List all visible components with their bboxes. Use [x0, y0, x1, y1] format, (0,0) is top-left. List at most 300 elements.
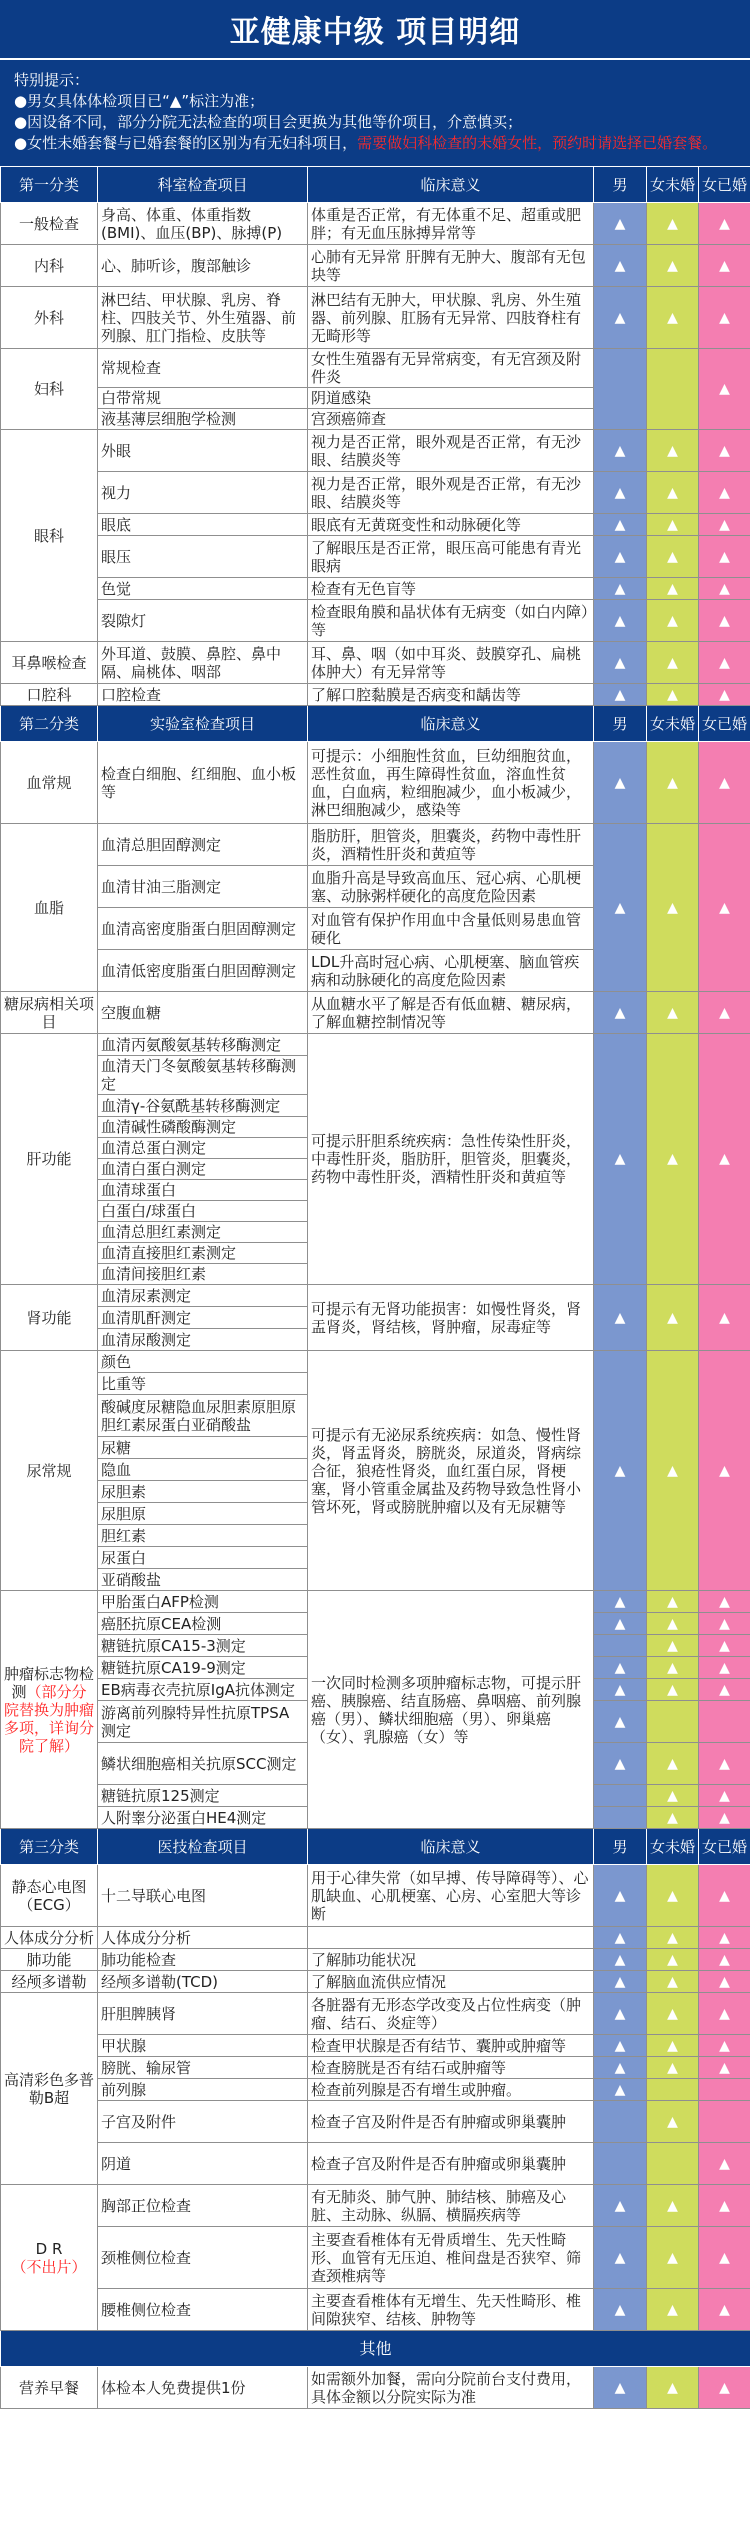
- category-cell: 内科: [1, 245, 98, 287]
- category-cell: [1, 1591, 98, 1829]
- item-cell: 心、肺听诊，腹部触诊: [98, 245, 308, 287]
- category-cell: 尿常规: [1, 1351, 98, 1591]
- married-mark: ▲: [699, 1679, 750, 1701]
- married-mark: ▲: [699, 536, 750, 578]
- unmarried-mark: [647, 349, 699, 430]
- category-cell: 静态心电图（ECG）: [1, 1865, 98, 1927]
- male-mark: [594, 1785, 647, 1807]
- unmarried-mark: ▲: [647, 536, 699, 578]
- item-cell: 糖链抗原CA19-9测定: [98, 1657, 308, 1679]
- table-row: [1, 600, 750, 642]
- item-cell: 甲状腺: [98, 2035, 308, 2057]
- unmarried-mark: ▲: [647, 2035, 699, 2057]
- unmarried-mark: ▲: [647, 287, 699, 349]
- items-table: [0, 166, 750, 2409]
- married-mark: ▲: [699, 1351, 750, 1591]
- married-mark: ▲: [699, 578, 750, 600]
- item-cell: 淋巴结、甲状腺、乳房、脊柱、四肢关节、外生殖器、前列腺、肛门指检、皮肤等: [98, 287, 308, 349]
- meaning-cell: 一次同时检测多项肿瘤标志物，可提示肝癌、胰腺癌、结直肠癌、鼻咽癌、前列腺癌（男）、鳞状细胞癌（男）、卵巢癌（女）、乳腺癌（女）等: [308, 1591, 594, 1829]
- male-mark: ▲: [594, 1865, 647, 1927]
- category-label: 肿瘤标志物检测: [4, 1664, 95, 1701]
- married-mark: ▲: [699, 1949, 750, 1971]
- category-cell: 妇科: [1, 349, 98, 430]
- table-row: [1, 642, 750, 684]
- item-cell: 血清高密度脂蛋白胆固醇测定: [98, 908, 308, 950]
- item-cell: 血清间接胆红素: [98, 1264, 308, 1285]
- meaning-cell: 主要查看椎体有无增生、先天性畸形、椎间隙狭窄、结核、肿物等: [308, 2289, 594, 2331]
- item-cell: 外眼: [98, 430, 308, 472]
- item-cell: 癌胚抗原CEA检测: [98, 1613, 308, 1635]
- married-mark: [699, 2079, 750, 2101]
- unmarried-mark: ▲: [647, 824, 699, 992]
- unmarried-mark: ▲: [647, 514, 699, 536]
- meaning-cell: 检查膀胱是否有结石或肿瘤等: [308, 2057, 594, 2079]
- meaning-cell: 淋巴结有无肿大，甲状腺、乳房、外生殖器、前列腺、肛肠有无异常、四肢脊柱有无畸形等: [308, 287, 594, 349]
- unmarried-mark: ▲: [647, 1635, 699, 1657]
- married-mark: ▲: [699, 600, 750, 642]
- married-mark: ▲: [699, 430, 750, 472]
- category-cell: 血常规: [1, 742, 98, 824]
- section-header: [1, 2331, 750, 2367]
- item-cell: 游离前列腺特异性抗原TPSA测定: [98, 1701, 308, 1743]
- meaning-cell: 宫颈癌筛查: [308, 409, 594, 430]
- unmarried-mark: ▲: [647, 1351, 699, 1591]
- unmarried-mark: ▲: [647, 245, 699, 287]
- meaning-cell: 可提示肝胆系统疾病：急性传染性肝炎，中毒性肝炎，脂肪肝，胆管炎，胆囊炎，药物中毒性肝炎，酒精性肝炎和黄疸等: [308, 1034, 594, 1285]
- item-cell: 液基薄层细胞学检测: [98, 409, 308, 430]
- table-row: [1, 2079, 750, 2101]
- item-cell: 甲胎蛋白AFP检测: [98, 1591, 308, 1613]
- item-cell: 外耳道、鼓膜、鼻腔、鼻中隔、扁桃体、咽部: [98, 642, 308, 684]
- table-row: [1, 1591, 750, 1613]
- unmarried-mark: ▲: [647, 2367, 699, 2409]
- meaning-cell: 有无肺炎、肺气肿、肺结核、肺癌及心脏、主动脉、纵膈、横膈疾病等: [308, 2185, 594, 2227]
- table-row: [1, 349, 750, 388]
- unmarried-mark: ▲: [647, 472, 699, 514]
- item-cell: 酸碱度尿糖隐血尿胆素原胆原胆红素尿蛋白亚硝酸盐: [98, 1395, 308, 1437]
- married-mark: ▲: [699, 245, 750, 287]
- category-cell: 营养早餐: [1, 2367, 98, 2409]
- male-mark: ▲: [594, 2079, 647, 2101]
- meaning-cell: 检查子宫及附件是否有肿瘤或卵巢囊肿: [308, 2101, 594, 2143]
- male-mark: [594, 349, 647, 430]
- notes-line-text: ●女性未婚套餐与已婚套餐的区别为有无妇科项目，: [14, 134, 358, 152]
- item-cell: 血清甘油三脂测定: [98, 866, 308, 908]
- unmarried-mark: ▲: [647, 1949, 699, 1971]
- male-mark: ▲: [594, 1285, 647, 1351]
- married-mark: [699, 2101, 750, 2143]
- table-row: [1, 1927, 750, 1949]
- meaning-cell: 可提示有无泌尿系统疾病：如急、慢性肾炎，肾盂肾炎，膀胱炎，尿道炎，肾病综合征，狼疮性肾炎，血红蛋白尿，肾梗塞，肾小管重金属盐及药物导致急性肾小管坏死，肾或膀胱肿瘤以及有无尿糖等: [308, 1351, 594, 1591]
- meaning-cell: 了解脑血流供应情况: [308, 1971, 594, 1993]
- category-cell: 人体成分分析: [1, 1927, 98, 1949]
- item-cell: 血清总蛋白测定: [98, 1138, 308, 1159]
- male-header: 男: [594, 706, 647, 742]
- unmarried-mark: ▲: [647, 1285, 699, 1351]
- notes-line: [14, 133, 736, 154]
- item-cell: 体检本人免费提供1份: [98, 2367, 308, 2409]
- item-cell: 人体成分分析: [98, 1927, 308, 1949]
- item-cell: 检查白细胞、红细胞、血小板等: [98, 742, 308, 824]
- meaning-cell: 主要查看椎体有无骨质增生、先天性畸形、血管有无压迫、椎间盘是否狭窄、筛查颈椎病等: [308, 2227, 594, 2289]
- unmarried-header: 女未婚: [647, 1829, 699, 1865]
- table-row: [1, 1993, 750, 2035]
- unmarried-mark: ▲: [647, 2227, 699, 2289]
- married-header: 女已婚: [699, 1829, 750, 1865]
- male-mark: ▲: [594, 600, 647, 642]
- married-mark: ▲: [699, 1993, 750, 2035]
- male-mark: ▲: [594, 536, 647, 578]
- married-header: 女已婚: [699, 167, 750, 203]
- item-cell: 十二导联心电图: [98, 1865, 308, 1927]
- unmarried-mark: ▲: [647, 2289, 699, 2331]
- married-mark: ▲: [699, 349, 750, 430]
- category-cell: 高清彩色多普勒B超: [1, 1993, 98, 2185]
- male-mark: ▲: [594, 1657, 647, 1679]
- unmarried-mark: ▲: [647, 2101, 699, 2143]
- unmarried-mark: [647, 1701, 699, 1743]
- married-mark: ▲: [699, 1807, 750, 1829]
- table-row: [1, 430, 750, 472]
- meaning-header: 临床意义: [308, 1829, 594, 1865]
- item-cell: 白蛋白/球蛋白: [98, 1201, 308, 1222]
- category-note: （不出片）: [11, 2257, 87, 2276]
- married-mark: ▲: [699, 742, 750, 824]
- notes-line: ●男女具体体检项目已“▲”标注为准；: [14, 92, 265, 110]
- meaning-cell: 如需额外加餐，需向分院前台支付费用，具体金额以分院实际为准: [308, 2367, 594, 2409]
- category-cell: 外科: [1, 287, 98, 349]
- item-cell: 鳞状细胞癌相关抗原SCC测定: [98, 1743, 308, 1785]
- table-row: [1, 2143, 750, 2185]
- married-mark: ▲: [699, 514, 750, 536]
- item-cell: 血清低密度脂蛋白胆固醇测定: [98, 950, 308, 992]
- married-mark: [699, 1701, 750, 1743]
- unmarried-mark: [647, 2143, 699, 2185]
- male-mark: ▲: [594, 1927, 647, 1949]
- male-mark: ▲: [594, 1034, 647, 1285]
- item-cell: 胆红素: [98, 1525, 308, 1547]
- table-row: [1, 203, 750, 245]
- meaning-cell: LDL升高时冠心病、心肌梗塞、脑血管疾病和动脉硬化的高度危险因素: [308, 950, 594, 992]
- item-cell: 颜色: [98, 1351, 308, 1373]
- meaning-cell: 可提示：小细胞性贫血，巨幼细胞贫血，恶性贫血，再生障碍性贫血，溶血性贫血，白血病，粒细胞减少，血小板减少，淋巴细胞减少，感染等: [308, 742, 594, 824]
- category-cell: 肾功能: [1, 1285, 98, 1351]
- male-mark: ▲: [594, 1679, 647, 1701]
- item-cell: 白带常规: [98, 388, 308, 409]
- married-mark: ▲: [699, 1034, 750, 1285]
- item-cell: 腰椎侧位检查: [98, 2289, 308, 2331]
- notes-box: [0, 58, 750, 166]
- item-cell: 常规检查: [98, 349, 308, 388]
- meaning-cell: 了解肺功能状况: [308, 1949, 594, 1971]
- meaning-cell: 检查甲状腺是否有结节、囊肿或肿瘤等: [308, 2035, 594, 2057]
- male-mark: ▲: [594, 203, 647, 245]
- item-cell: EB病毒衣壳抗原IgA抗体测定: [98, 1679, 308, 1701]
- unmarried-mark: ▲: [647, 1034, 699, 1285]
- married-mark: ▲: [699, 1743, 750, 1785]
- male-mark: ▲: [594, 1949, 647, 1971]
- meaning-cell: 从血糖水平了解是否有低血糖、糖尿病，了解血糖控制情况等: [308, 992, 594, 1034]
- category-cell: [1, 2185, 98, 2331]
- item-cell: 颈椎侧位检查: [98, 2227, 308, 2289]
- item-cell: 视力: [98, 472, 308, 514]
- item-cell: 糖链抗原125测定: [98, 1785, 308, 1807]
- unmarried-mark: ▲: [647, 992, 699, 1034]
- item-cell: 胸部正位检查: [98, 2185, 308, 2227]
- category-cell: 一般检查: [1, 203, 98, 245]
- male-mark: ▲: [594, 1993, 647, 2035]
- meaning-header: 临床意义: [308, 706, 594, 742]
- category-header: 第三分类: [1, 1829, 98, 1865]
- married-mark: ▲: [699, 1635, 750, 1657]
- meaning-cell: 检查子宫及附件是否有肿瘤或卵巢囊肿: [308, 2143, 594, 2185]
- table-row: [1, 287, 750, 349]
- table-row: [1, 684, 750, 706]
- male-mark: [594, 2101, 647, 2143]
- meaning-cell: [308, 1927, 594, 1949]
- item-cell: 血清球蛋白: [98, 1180, 308, 1201]
- meaning-cell: 体重是否正常，有无体重不足、超重或肥胖；有无血压脉搏异常等: [308, 203, 594, 245]
- meaning-cell: 了解眼压是否正常，眼压高可能患有青光眼病: [308, 536, 594, 578]
- item-cell: 血清总胆红素测定: [98, 1222, 308, 1243]
- table-row: [1, 1034, 750, 1056]
- item-cell: 眼底: [98, 514, 308, 536]
- unmarried-mark: ▲: [647, 1785, 699, 1807]
- table-row: [1, 742, 750, 824]
- married-mark: ▲: [699, 1865, 750, 1927]
- unmarried-mark: ▲: [647, 1657, 699, 1679]
- male-mark: ▲: [594, 2227, 647, 2289]
- married-mark: ▲: [699, 992, 750, 1034]
- table-row: [1, 245, 750, 287]
- male-mark: ▲: [594, 578, 647, 600]
- item-cell: 糖链抗原CA15-3测定: [98, 1635, 308, 1657]
- item-cell: 尿蛋白: [98, 1547, 308, 1569]
- meaning-cell: 阴道感染: [308, 388, 594, 409]
- item-cell: 膀胱、输尿管: [98, 2057, 308, 2079]
- item-header: 实验室检查项目: [98, 706, 308, 742]
- item-cell: 口腔检查: [98, 684, 308, 706]
- married-mark: ▲: [699, 2057, 750, 2079]
- meaning-cell: 耳、鼻、咽（如中耳炎、鼓膜穿孔、扁桃体肿大）有无异常等: [308, 642, 594, 684]
- category-note: （部分分院替换为肿瘤多项，详询分院了解）: [4, 1682, 95, 1755]
- unmarried-mark: ▲: [647, 642, 699, 684]
- unmarried-mark: ▲: [647, 2185, 699, 2227]
- item-cell: 血清尿素测定: [98, 1285, 308, 1307]
- item-cell: 血清碱性磷酸酶测定: [98, 1117, 308, 1138]
- item-cell: 子宫及附件: [98, 2101, 308, 2143]
- item-cell: 隐血: [98, 1459, 308, 1481]
- item-cell: 阴道: [98, 2143, 308, 2185]
- category-header: 第一分类: [1, 167, 98, 203]
- meaning-cell: 眼底有无黄斑变性和动脉硬化等: [308, 514, 594, 536]
- table-row: [1, 1285, 750, 1307]
- married-mark: ▲: [699, 472, 750, 514]
- item-cell: 血清丙氨酸氨基转移酶测定: [98, 1034, 308, 1056]
- male-header: 男: [594, 1829, 647, 1865]
- item-header: 科室检查项目: [98, 167, 308, 203]
- male-mark: ▲: [594, 1351, 647, 1591]
- item-cell: 肺功能检查: [98, 1949, 308, 1971]
- item-cell: 血清总胆固醇测定: [98, 824, 308, 866]
- item-cell: 肝胆脾胰肾: [98, 1993, 308, 2035]
- category-cell: 经颅多谱勒: [1, 1971, 98, 1993]
- married-mark: ▲: [699, 2185, 750, 2227]
- married-mark: ▲: [699, 1927, 750, 1949]
- male-mark: [594, 1635, 647, 1657]
- married-mark: ▲: [699, 684, 750, 706]
- male-mark: ▲: [594, 642, 647, 684]
- table-row: [1, 2101, 750, 2143]
- unmarried-mark: ▲: [647, 203, 699, 245]
- married-mark: ▲: [699, 1613, 750, 1635]
- table-row: [1, 536, 750, 578]
- table-row: [1, 1949, 750, 1971]
- male-mark: ▲: [594, 2035, 647, 2057]
- meaning-cell: 检查有无色盲等: [308, 578, 594, 600]
- male-mark: ▲: [594, 684, 647, 706]
- other-header: 其他: [1, 2331, 750, 2367]
- male-mark: [594, 2143, 647, 2185]
- category-cell: 肺功能: [1, 1949, 98, 1971]
- table-row: [1, 992, 750, 1034]
- unmarried-mark: ▲: [647, 1743, 699, 1785]
- table-row: [1, 472, 750, 514]
- married-mark: ▲: [699, 2289, 750, 2331]
- item-cell: 血清白蛋白测定: [98, 1159, 308, 1180]
- category-cell: 眼科: [1, 430, 98, 642]
- unmarried-mark: ▲: [647, 1927, 699, 1949]
- unmarried-mark: ▲: [647, 1865, 699, 1927]
- male-mark: ▲: [594, 245, 647, 287]
- meaning-header: 临床意义: [308, 167, 594, 203]
- table-row: [1, 2057, 750, 2079]
- male-mark: ▲: [594, 824, 647, 992]
- male-header: 男: [594, 167, 647, 203]
- married-mark: ▲: [699, 1591, 750, 1613]
- table-row: [1, 1351, 750, 1373]
- notes-heading: 特别提示：: [14, 71, 90, 89]
- male-mark: ▲: [594, 992, 647, 1034]
- male-mark: ▲: [594, 742, 647, 824]
- item-cell: 人附睾分泌蛋白HE4测定: [98, 1807, 308, 1829]
- unmarried-mark: ▲: [647, 742, 699, 824]
- unmarried-header: 女未婚: [647, 167, 699, 203]
- category-cell: 肝功能: [1, 1034, 98, 1285]
- married-mark: ▲: [699, 1657, 750, 1679]
- item-cell: 血清尿酸测定: [98, 1329, 308, 1351]
- category-cell: 耳鼻喉检查: [1, 642, 98, 684]
- category-cell: 口腔科: [1, 684, 98, 706]
- item-cell: 经颅多谱勒(TCD): [98, 1971, 308, 1993]
- male-mark: ▲: [594, 472, 647, 514]
- unmarried-mark: ▲: [647, 1679, 699, 1701]
- item-cell: 裂隙灯: [98, 600, 308, 642]
- married-mark: ▲: [699, 1285, 750, 1351]
- male-mark: ▲: [594, 2367, 647, 2409]
- meaning-cell: 可提示有无肾功能损害：如慢性肾炎，肾盂肾炎，肾结核，肾肿瘤，尿毒症等: [308, 1285, 594, 1351]
- item-cell: 血清天门冬氨酸氨基转移酶测定: [98, 1056, 308, 1095]
- table-row: [1, 2227, 750, 2289]
- category-cell: 血脂: [1, 824, 98, 992]
- male-mark: ▲: [594, 1971, 647, 1993]
- unmarried-mark: ▲: [647, 1613, 699, 1635]
- married-mark: ▲: [699, 2367, 750, 2409]
- item-cell: 血清γ-谷氨酰基转移酶测定: [98, 1095, 308, 1117]
- category-header: 第二分类: [1, 706, 98, 742]
- table-row: [1, 578, 750, 600]
- meaning-cell: 血脂升高是导致高血压、冠心病、心肌梗塞、动脉粥样硬化的高度危险因素: [308, 866, 594, 908]
- table-row: [1, 824, 750, 866]
- meaning-cell: 检查眼角膜和晶状体有无病变（如白内障）等: [308, 600, 594, 642]
- married-mark: ▲: [699, 642, 750, 684]
- notes-warning-text: 需要做妇科检查的未婚女性，预约时请选择已婚套餐。: [357, 134, 718, 152]
- table-row: [1, 1865, 750, 1927]
- married-mark: ▲: [699, 2227, 750, 2289]
- married-mark: ▲: [699, 2035, 750, 2057]
- table-row: [1, 1971, 750, 1993]
- unmarried-mark: ▲: [647, 600, 699, 642]
- male-mark: ▲: [594, 1591, 647, 1613]
- married-mark: ▲: [699, 203, 750, 245]
- table-row: [1, 514, 750, 536]
- meaning-cell: 各脏器有无形态学改变及占位性病变（肿瘤、结石、炎症等）: [308, 1993, 594, 2035]
- meaning-cell: 检查前列腺是否有增生或肿瘤。: [308, 2079, 594, 2101]
- married-mark: ▲: [699, 287, 750, 349]
- male-mark: [594, 1807, 647, 1829]
- unmarried-mark: ▲: [647, 578, 699, 600]
- unmarried-mark: ▲: [647, 430, 699, 472]
- item-cell: 身高、体重、体重指数(BMI)、血压(BP)、脉搏(P): [98, 203, 308, 245]
- table-row: [1, 2367, 750, 2409]
- meaning-cell: 用于心律失常（如早搏、传导障碍等）、心肌缺血、心肌梗塞、心房、心室肥大等诊断: [308, 1865, 594, 1927]
- married-mark: ▲: [699, 2143, 750, 2185]
- male-mark: ▲: [594, 2185, 647, 2227]
- unmarried-mark: ▲: [647, 1993, 699, 2035]
- unmarried-mark: [647, 2079, 699, 2101]
- item-cell: 色觉: [98, 578, 308, 600]
- page-title: 亚健康中级 项目明细: [0, 0, 750, 58]
- male-mark: ▲: [594, 514, 647, 536]
- section-header: [1, 706, 750, 742]
- married-mark: ▲: [699, 824, 750, 992]
- item-cell: 尿糖: [98, 1437, 308, 1459]
- meaning-cell: 视力是否正常，眼外观是否正常，有无沙眼、结膜炎等: [308, 430, 594, 472]
- unmarried-mark: ▲: [647, 1591, 699, 1613]
- section-header: [1, 1829, 750, 1865]
- item-header: 医技检查项目: [98, 1829, 308, 1865]
- male-mark: ▲: [594, 1701, 647, 1743]
- item-cell: 血清直接胆红素测定: [98, 1243, 308, 1264]
- category-label: D R: [35, 2239, 63, 2258]
- table-row: [1, 2035, 750, 2057]
- table-row: [1, 2289, 750, 2331]
- meaning-cell: 心肺有无异常 肝脾有无肿大、腹部有无包块等: [308, 245, 594, 287]
- item-cell: 前列腺: [98, 2079, 308, 2101]
- meaning-cell: 女性生殖器有无异常病变，有无宫颈及附件炎: [308, 349, 594, 388]
- meaning-cell: 视力是否正常，眼外观是否正常，有无沙眼、结膜炎等: [308, 472, 594, 514]
- meaning-cell: 了解口腔黏膜是否病变和龋齿等: [308, 684, 594, 706]
- item-cell: 空腹血糖: [98, 992, 308, 1034]
- unmarried-mark: ▲: [647, 1971, 699, 1993]
- male-mark: ▲: [594, 1743, 647, 1785]
- male-mark: ▲: [594, 287, 647, 349]
- item-cell: 血清肌酐测定: [98, 1307, 308, 1329]
- item-cell: 比重等: [98, 1373, 308, 1395]
- male-mark: ▲: [594, 1613, 647, 1635]
- male-mark: ▲: [594, 430, 647, 472]
- notes-line: ●因设备不同，部分分院无法检查的项目会更换为其他等价项目，介意慎买；: [14, 113, 523, 131]
